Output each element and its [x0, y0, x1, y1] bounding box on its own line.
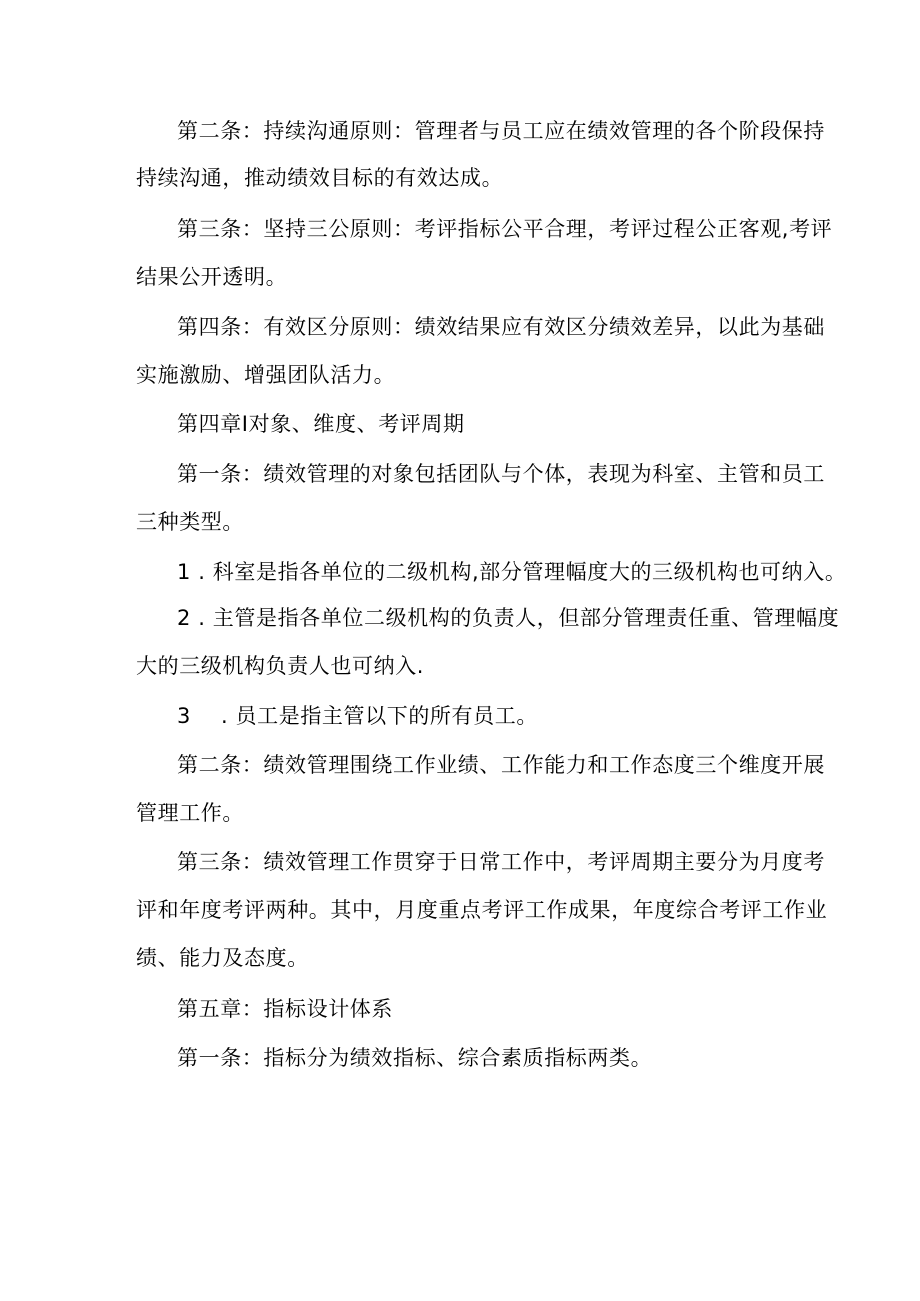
- text-line: 第三条：坚持三公原则：考评指标公平合理，考评过程公正客观,考评: [177, 217, 833, 241]
- list-item-text: . 员工是指主管以下的所有员工。: [220, 704, 538, 728]
- chapter-heading: 第四章I对象、维度、考评周期: [177, 412, 465, 436]
- text-line: 持续沟通，推动绩效目标的有效达成。: [136, 166, 504, 190]
- text-line: 大的三级机构负责人也可纳入.: [136, 654, 425, 678]
- text-line: 管理工作。: [136, 801, 244, 825]
- text-line: 第三条：绩效管理工作贯穿于日常工作中，考评周期主要分为月度考: [177, 850, 825, 874]
- list-number: 3: [177, 704, 191, 728]
- text-line: 第一条：绩效管理的对象包括团队与个体，表现为科室、主管和员工: [177, 462, 825, 486]
- text-line: 评和年度考评两种。其中，月度重点考评工作成果，年度综合考评工作业: [136, 898, 828, 922]
- list-item: 1 . 科室是指各单位的二级机构,部分管理幅度大的三级机构也可纳入。: [177, 560, 847, 584]
- chapter-heading: 第五章：指标设计体系: [177, 997, 393, 1021]
- list-item: 2 . 主管是指各单位二级机构的负责人，但部分管理责任重、管理幅度: [177, 606, 840, 630]
- text-line: 三种类型。: [136, 510, 244, 534]
- text-line: 结果公开透明。: [136, 265, 288, 289]
- list-item: [177, 704, 538, 728]
- text-line: 第一条：指标分为绩效指标、综合素质指标两类。: [177, 1046, 653, 1070]
- text-line: 第二条：持续沟通原则：管理者与员工应在绩效管理的各个阶段保持: [177, 119, 825, 143]
- text-line: 绩、能力及态度。: [136, 946, 309, 970]
- text-line: 第二条：绩效管理围绕工作业绩、工作能力和工作态度三个维度开展: [177, 753, 825, 777]
- text-line: 第四条：有效区分原则：绩效结果应有效区分绩效差异，以此为基础: [177, 315, 825, 339]
- text-line: 实施激励、增强团队活力。: [136, 363, 396, 387]
